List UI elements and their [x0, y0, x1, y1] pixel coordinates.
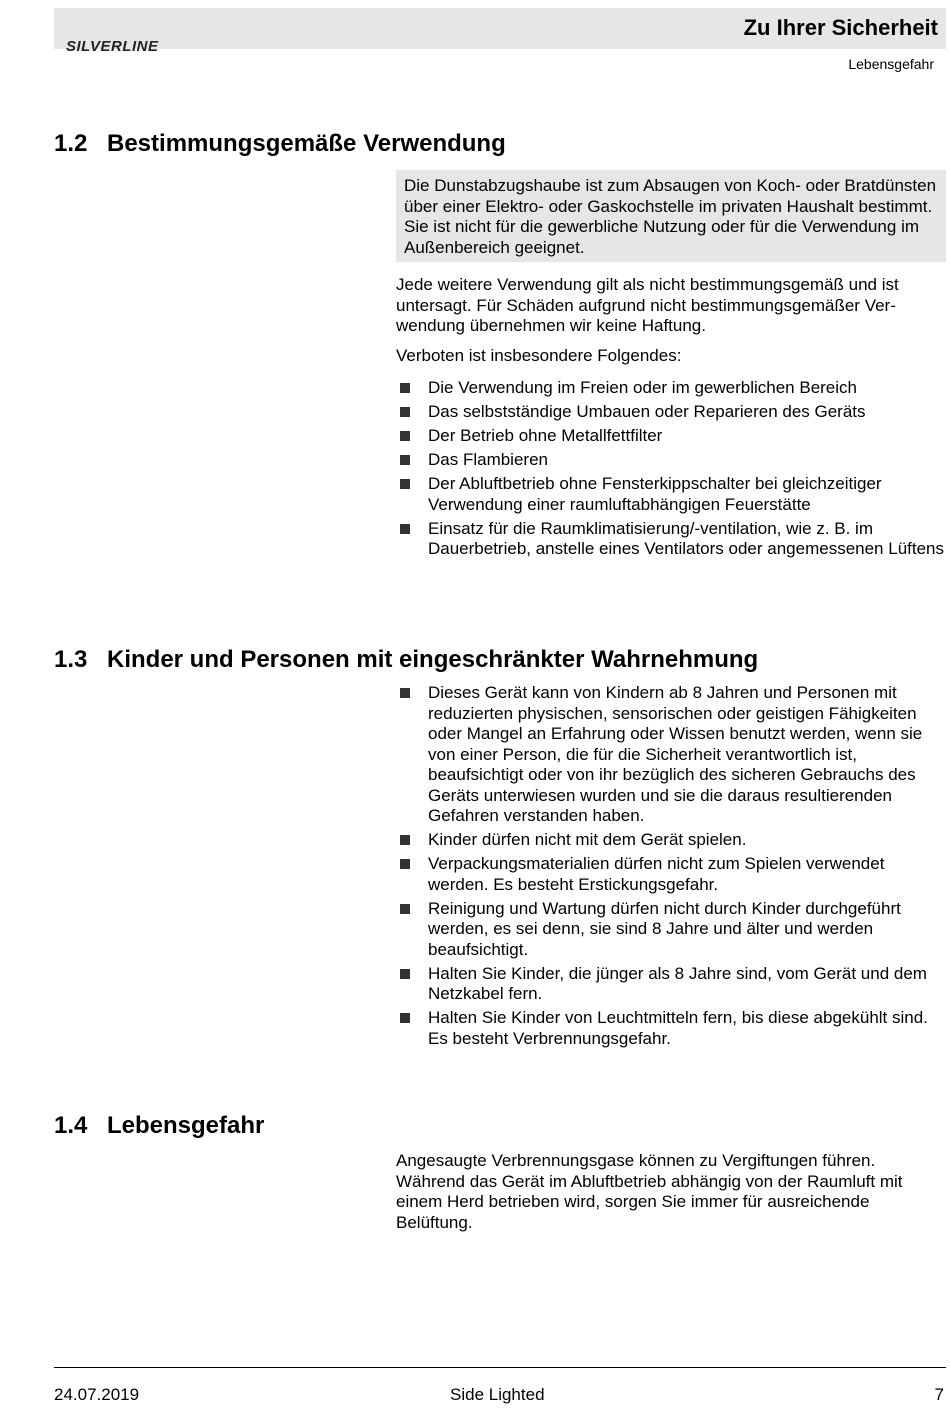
- list-item: Halten Sie Kinder von Leuchtmitteln fern, bis diese abgekühlt sind. Es besteht Verbrennungsgefahr.: [396, 1008, 948, 1049]
- bullet-square-icon: [400, 835, 410, 845]
- list-item: Kinder dürfen nicht mit dem Gerät spielen.: [396, 830, 948, 851]
- prohibited-list: [396, 378, 948, 563]
- chapter-title: Zu Ihrer Sicherheit: [743, 15, 938, 40]
- bullet-square-icon: [400, 479, 410, 489]
- section-heading-1-3: [54, 646, 758, 674]
- paragraph: Jede weitere Verwendung gilt als nicht bestimmungsgemäß und ist untersagt. Für Schäden aufgrund nicht bestimmungsgemäßer Verwendung übernehmen wir keine Haftung.: [396, 275, 899, 335]
- list-item: Verpackungsmaterialien dürfen nicht zum Spielen verwendet werden. Es besteht Erstickungsgefahr.: [396, 854, 948, 895]
- list-item: Das selbstständige Umbauen oder Reparieren des Geräts: [396, 402, 948, 423]
- children-list: [396, 683, 948, 1053]
- section-title: Kinder und Personen mit eingeschränkter Wahrnehmung: [107, 646, 759, 673]
- list-item: Der Abluftbetrieb ohne Fensterkippschalter bei gleichzeitiger Verwendung einer raumluftabhängigen Feuerstätte: [396, 474, 948, 515]
- brand-logo: SILVERLINE: [66, 38, 159, 55]
- list-item: Der Betrieb ohne Metallfettfilter: [396, 426, 948, 447]
- paragraph: Verboten ist insbesondere Folgendes:: [396, 346, 682, 365]
- bullet-square-icon: [400, 688, 410, 698]
- paragraph: Angesaugte Verbrennungsgase können zu Vergiftungen führen. Während das Gerät im Abluftbetrieb abhängig von der Raumluft mit einem Herd betrieben wird, sorgen Sie immer für ausreichende Belüftung.: [396, 1151, 903, 1232]
- list-item: Halten Sie Kinder, die jünger als 8 Jahre sind, vom Gerät und dem Netzkabel fern.: [396, 964, 948, 1005]
- footer-model: Side Lighted: [450, 1385, 545, 1404]
- section-title: Lebensgefahr: [107, 1112, 265, 1139]
- footer-divider: [54, 1367, 946, 1368]
- bullet-square-icon: [400, 859, 410, 869]
- intended-use-box: Die Dunstabzugshaube ist zum Absaugen von Koch- oder Bratdünsten über einer Elektro- oder Gaskochstelle im privaten Haushalt bestimmt. Sie ist nicht für die gewerbliche Nutzung oder für die Verwendung im Außenbereich geeignet.: [396, 170, 946, 262]
- footer-date: 24.07.2019: [54, 1385, 140, 1404]
- bullet-square-icon: [400, 524, 410, 534]
- section-number: 1.3: [54, 646, 88, 673]
- section-number: 1.2: [54, 130, 88, 157]
- bullet-square-icon: [400, 383, 410, 393]
- bullet-square-icon: [400, 431, 410, 441]
- section-heading-1-2: [54, 130, 506, 158]
- page-number: 7: [934, 1385, 944, 1404]
- list-item: Reinigung und Wartung dürfen nicht durch Kinder durchgeführt werden, es sei denn, sie sind 8 Jahre und älter und werden beaufsichtigt.: [396, 899, 948, 961]
- section-number: 1.4: [54, 1112, 88, 1139]
- bullet-square-icon: [400, 407, 410, 417]
- section-title: Bestimmungsgemäße Verwendung: [107, 130, 506, 157]
- section-heading-1-4: [54, 1112, 264, 1140]
- bullet-square-icon: [400, 904, 410, 914]
- list-item: Die Verwendung im Freien oder im gewerblichen Bereich: [396, 378, 948, 399]
- bullet-square-icon: [400, 1013, 410, 1023]
- bullet-square-icon: [400, 969, 410, 979]
- bullet-square-icon: [400, 455, 410, 465]
- list-item: Das Flambieren: [396, 450, 948, 471]
- list-item: Dieses Gerät kann von Kindern ab 8 Jahren und Personen mit reduzierten physischen, sensorischen oder geistigen Fähigkeiten oder Mangel an Erfahrung oder Wissen benutzt werden, wenn sie von einer Person, die für die Sicherheit verantwortlich ist, beaufsichtigt oder von ihr bezüglich des sicheren Gebrauchs des Geräts unterwiesen wurden und sie die daraus resultierenden Gefahren verstanden haben.: [396, 683, 948, 827]
- chapter-subtitle: Lebensgefahr: [848, 56, 934, 72]
- list-item: Einsatz für die Raumklimatisierung/-ventilation, wie z. B. im Dauerbetrieb, anstelle eines Ventilators oder angemessenen Lüftens: [396, 519, 948, 560]
